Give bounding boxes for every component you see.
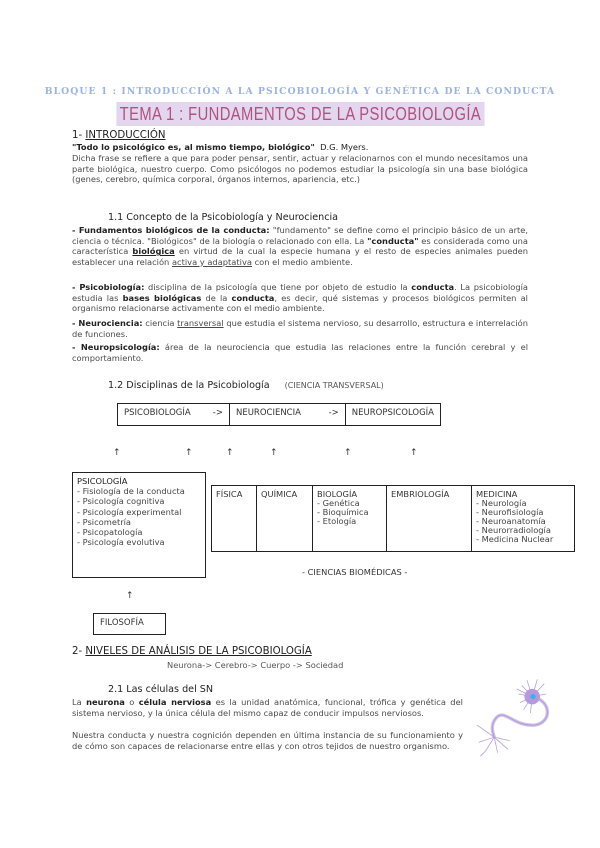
psicobiologia-paragraph (72, 282, 528, 314)
cell-embriologia (387, 486, 472, 552)
text: . La psicobiología estudia las (72, 282, 528, 303)
section-number: 1- (72, 130, 86, 141)
up-arrow-icon: ↑ (410, 448, 418, 458)
cell-item: - Bioquímica (317, 507, 369, 517)
subsection-note: (CIENCIA TRANSVERSAL) (284, 381, 384, 390)
quote-author: D.G. Myers. (320, 142, 369, 152)
cell-item: - Etología (317, 516, 357, 526)
cell-item: - Genética (317, 498, 360, 508)
term: - Neuropsicología: (72, 342, 160, 352)
chain-arrow: -> (328, 408, 339, 418)
term: - Psicobiología: (72, 282, 145, 292)
text: que estudia el sistema nervioso, su desarrollo, estructura e interrelación de funciones. (72, 318, 528, 339)
cell-title: MEDICINA (476, 489, 518, 499)
psicologia-item: - Psicopatología (77, 527, 143, 538)
chain-label: NEUROCIENCIA (235, 408, 301, 418)
text: área de la neurociencia que estudia las relaciones entre la función cerebral y el comportamiento. (72, 342, 528, 363)
intro-paragraph: Dicha frase se refiere a que para poder pensar, sentir, actuar y relacionarnos con el mundo necesitamos una parte biológica, nuestro cuerpo. Como psicólogos no podemos estudiar la psicología sin una base biológica (genes, cerebro, química corporal, órganos internos, apariencia, etc.) (72, 153, 528, 185)
section-title: NIVELES DE ANÁLISIS DE LA PSICOBIOLOGÍA (85, 646, 312, 657)
psicologia-item: - Psicometría (77, 516, 131, 527)
text: es considerada como una característica (72, 235, 529, 257)
chain-cell-neurociencia (230, 404, 346, 425)
cell-medicina (472, 486, 575, 552)
up-arrow-icon: ↑ (226, 448, 234, 458)
text: , es decir, qué sistemas y procesos biológicos permiten al organismo relacionarse activamente con el medio ambiente. (72, 292, 528, 314)
psicologia-item: - Psicología experimental (77, 506, 182, 517)
cell-title: QUÍMICA (261, 489, 298, 499)
term: conducta (231, 292, 275, 303)
analysis-levels: Neurona-> Cerebro-> Cuerpo -> Sociedad (167, 660, 344, 670)
text: es la unidad anatómica, funcional, trófica y genética del sistema nervioso, y la única célula del mismo capaz de conducir impulsos nerviosos. (72, 697, 463, 718)
biomedical-sciences-table (211, 485, 575, 552)
up-arrow-icon: ↑ (126, 591, 134, 601)
neurociencia-paragraph (72, 318, 528, 339)
term: neurona (86, 697, 125, 707)
fundamentos-paragraph (72, 225, 528, 267)
cell-item: - Neurorradiología (476, 525, 551, 535)
cell-biologia (313, 486, 387, 552)
filosofia-label: FILOSOFÍA (100, 618, 144, 628)
psicologia-item: - Psicología evolutiva (77, 537, 165, 548)
text: de la (201, 292, 232, 303)
cell-item: - Neuroanatomía (476, 516, 546, 526)
quote-line (72, 142, 528, 153)
discipline-chain (117, 403, 441, 426)
up-arrow-icon: ↑ (270, 448, 278, 458)
subsection-title: 1.2 Disciplinas de la Psicobiología (108, 380, 270, 391)
cell-item: - Neurología (476, 498, 527, 508)
section-title: INTRODUCCIÓN (85, 130, 166, 141)
subsection-1-1-heading: 1.1 Concepto de la Psicobiología y Neurociencia (108, 212, 339, 223)
cell-title: EMBRIOLOGÍA (391, 489, 450, 499)
psicologia-item: - Fisiología de la conducta (77, 486, 185, 497)
quote: "Todo lo psicológico es, al mismo tiempo, biológico" (72, 142, 315, 152)
text: ciencia (142, 318, 178, 328)
neuron-paragraph (72, 697, 463, 718)
term: - Fundamentos biológicos de la conducta: (72, 225, 270, 235)
chain-arrow: -> (212, 408, 223, 418)
underlined-term: biológica (132, 246, 175, 257)
table-row (212, 486, 575, 552)
cell-quimica (257, 486, 313, 552)
text: en virtud de la cual la especie humana y el resto de especies animales pueden establecer una relación (72, 246, 528, 267)
block-heading: BLOQUE 1 : INTRODUCCIÓN A LA PSICOBIOLOGÍA Y GENÉTICA DE LA CONDUCTA (44, 86, 556, 97)
section-2-heading (72, 646, 312, 657)
cell-item: - Medicina Nuclear (476, 534, 554, 544)
up-arrow-icon: ↑ (113, 448, 121, 458)
chain-label: NEUROPSICOLOGÍA (351, 408, 434, 418)
underlined-term: transversal (177, 318, 224, 328)
term: bases biológicas (122, 292, 202, 303)
text: disciplina de la psicología que tiene por objeto de estudio la (144, 282, 412, 292)
text: o (124, 697, 139, 707)
subsection-1-2-heading (108, 380, 384, 391)
biomedical-caption: - CIENCIAS BIOMÉDICAS - (302, 567, 408, 577)
up-arrow-icon: ↑ (344, 448, 352, 458)
term: "conducta" (367, 235, 419, 246)
text: La (72, 697, 87, 707)
section-number: 2- (72, 646, 86, 657)
topic-title: TEMA 1 : FUNDAMENTOS DE LA PSICOBIOLOGÍA (116, 102, 484, 126)
topic-title-wrap (0, 102, 600, 126)
term: conducta (411, 282, 455, 292)
cell-item: - Neurofisiología (476, 507, 544, 517)
chain-cell-neuropsicologia (346, 404, 440, 425)
cognition-paragraph: Nuestra conducta y nuestra cognición dependen en última instancia de su funcionamiento y de cómo son capaces de relacionarse entre ellas y con otros tejidos de nuestro organismo. (72, 730, 463, 751)
psicologia-item: - Psicología cognitiva (77, 496, 165, 507)
psicologia-box (72, 472, 206, 578)
chain-cell-psicobiologia (118, 404, 230, 425)
psicologia-title: PSICOLOGÍA (77, 476, 128, 486)
text: "fundamento" se define como el principio básico de un arte, ciencia o técnica. "Biológicos" de la biología o relacionado con ella. La (72, 225, 528, 246)
term: célula nerviosa (138, 697, 212, 707)
text: con el medio ambiente. (251, 256, 353, 267)
term: - Neurociencia: (72, 318, 143, 328)
filosofia-box (93, 613, 166, 635)
neuron-illustration-icon (470, 675, 565, 770)
cell-title: FÍSICA (216, 489, 243, 499)
cell-title: BIOLOGÍA (317, 489, 358, 499)
chain-label: PSICOBIOLOGÍA (124, 408, 191, 418)
section-1-heading (72, 130, 166, 141)
neuropsicologia-paragraph (72, 342, 528, 363)
subsection-2-1-heading: 2.1 Las células del SN (108, 684, 214, 695)
cell-fisica (212, 486, 257, 552)
up-arrow-icon: ↑ (185, 448, 193, 458)
underlined-term: activa y adaptativa (171, 256, 252, 267)
